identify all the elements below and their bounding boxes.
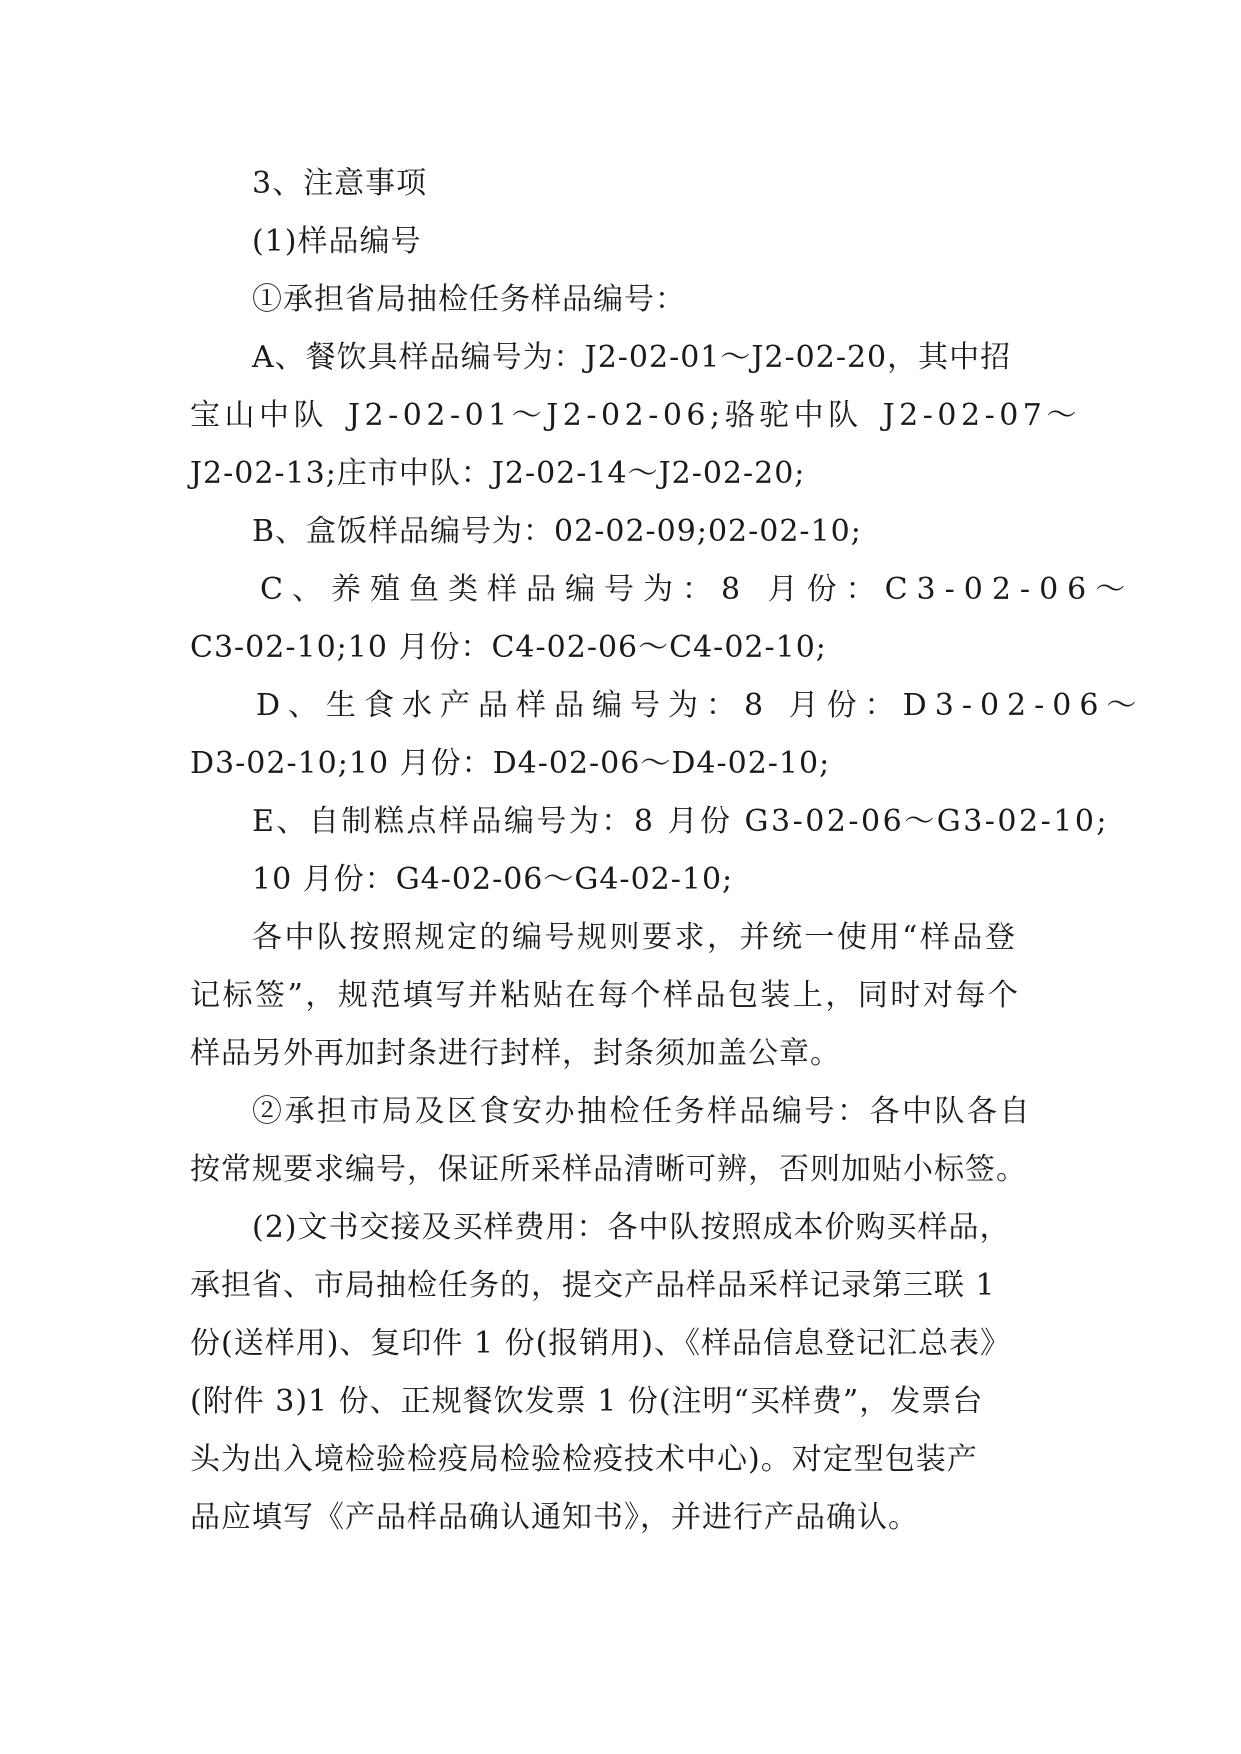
paragraph-line: (附件 3)1 份、正规餐饮发票 1 份(注明“买样费”，发票台 [190, 1384, 984, 1419]
paragraph-line: 10 月份：G4-02-06～G4-02-10; [252, 862, 734, 897]
item-provincial-numbering: ①承担省局抽检任务样品编号： [252, 282, 686, 317]
paragraph-line: 宝山中队 J2-02-01～J2-02-06;骆驼中队 J2-02-07～ [190, 398, 1081, 433]
paragraph-line: 品应填写《产品样品确认通知书》，并进行产品确认。 [190, 1500, 919, 1535]
paragraph-line: B、盒饭样品编号为：02-02-09;02-02-10; [252, 514, 862, 549]
paragraph-line: J2-02-13;庄市中队：J2-02-14～J2-02-20; [190, 456, 806, 491]
paragraph-line: A、餐饮具样品编号为：J2-02-01～J2-02-20，其中招 [252, 340, 1012, 375]
subheading-document-handover: (2)文书交接及买样费用：各中队按照成本价购买样品， [252, 1210, 1011, 1245]
paragraph-line: D3-02-10;10 月份：D4-02-06～D4-02-10; [190, 746, 831, 781]
section-heading-notes: 3、注意事项 [252, 166, 428, 201]
paragraph-line: 头为出入境检验检疫局检验检疫技术中心)。对定型包装产 [190, 1442, 978, 1477]
paragraph-line: C、养殖鱼类样品编号为：8 月份：C3-02-06～ [260, 572, 1135, 607]
subheading-sample-numbering: (1)样品编号 [252, 224, 422, 259]
paragraph-line: 按常规要求编号，保证所采样品清晰可辨，否则加贴小标签。 [190, 1152, 1027, 1187]
paragraph-line: E、自制糕点样品编号为：8 月份 G3-02-06～G3-02-10; [252, 804, 1110, 839]
paragraph-line: 各中队按照规定的编号规则要求，并统一使用“样品登 [252, 920, 1018, 955]
paragraph-line: C3-02-10;10 月份：C4-02-06～C4-02-10; [190, 630, 827, 665]
paragraph-line: 承担省、市局抽检任务的，提交产品样品采样记录第三联 1 [190, 1268, 996, 1303]
paragraph-line: 份(送样用)、复印件 1 份(报销用)、《样品信息登记汇总表》 [190, 1326, 1011, 1361]
paragraph-line: 记标签”，规范填写并粘贴在每个样品包装上，同时对每个 [190, 978, 1021, 1013]
paragraph-line: D、生食水产品样品编号为：8 月份：D3-02-06～ [256, 688, 1145, 723]
item-municipal-numbering: ②承担市局及区食安办抽检任务样品编号：各中队各自 [252, 1094, 1032, 1129]
paragraph-line: 样品另外再加封条进行封样，封条须加盖公章。 [190, 1036, 841, 1071]
